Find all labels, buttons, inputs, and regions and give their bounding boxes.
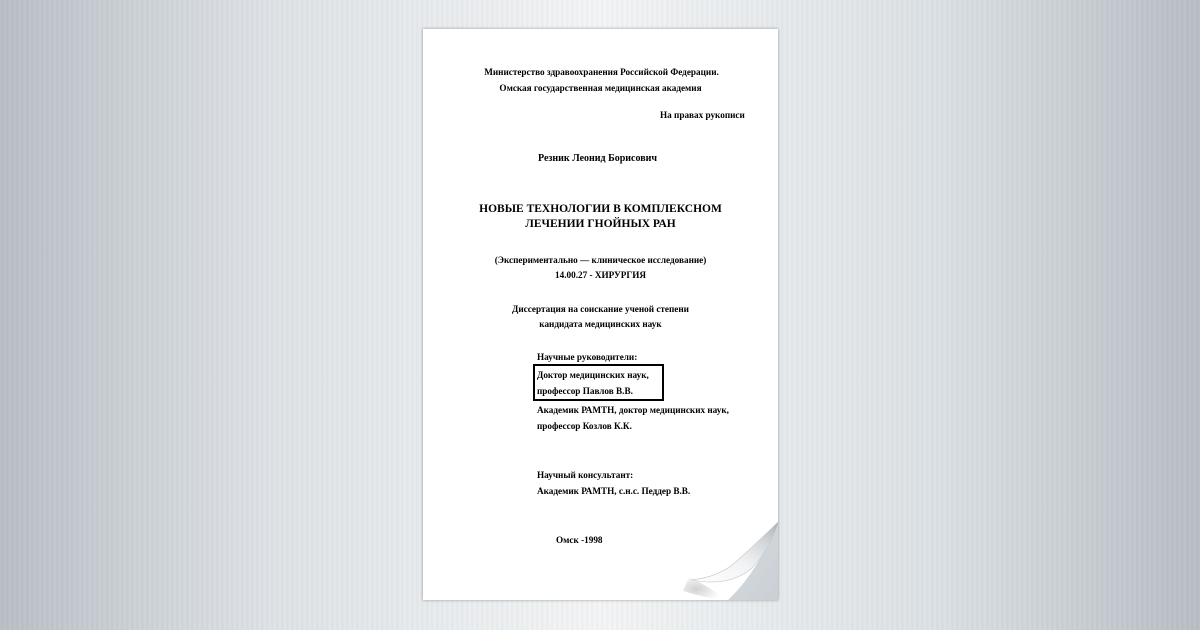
title-line-2: ЛЕЧЕНИИ ГНОЙНЫХ РАН bbox=[525, 218, 676, 230]
study-type: (Экспериментально — клиническое исследование) bbox=[494, 255, 707, 265]
supervisor-1-line-1: Доктор медицинских наук, bbox=[537, 370, 649, 380]
supervisor-1-line-2: профессор Павлов В.В. bbox=[537, 386, 633, 396]
consultant-name: Академик РАМТН, с.н.с. Педдер В.В. bbox=[537, 486, 691, 496]
supervisors-heading: Научные руководители: bbox=[537, 352, 638, 362]
supervisor-2-line-2: профессор Козлов К.К. bbox=[537, 421, 632, 431]
page-curl-icon bbox=[669, 481, 778, 600]
specialty: 14.00.27 - ХИРУРГИЯ bbox=[555, 270, 646, 280]
consultant-heading: Научный консультант: bbox=[537, 470, 634, 480]
title-line-1: НОВЫЕ ТЕХНОЛОГИИ В КОМПЛЕКСНОМ bbox=[479, 203, 722, 215]
dissertation-line-2: кандидата медицинских наук bbox=[539, 319, 662, 329]
document-page bbox=[423, 29, 778, 600]
place-year: Омск -1998 bbox=[556, 535, 603, 545]
author-name: Резник Леонид Борисович bbox=[537, 153, 658, 164]
manuscript-note: На правах рукописи bbox=[660, 110, 745, 120]
dissertation-line-1: Диссертация на соискание ученой степени bbox=[512, 304, 689, 314]
academy-line: Омская государственная медицинская академия bbox=[499, 83, 702, 93]
supervisor-2-line-1: Академик РАМТН, доктор медицинских наук, bbox=[537, 405, 729, 415]
ministry-line: Министерство здравоохранения Российской Федерации. bbox=[484, 67, 719, 77]
